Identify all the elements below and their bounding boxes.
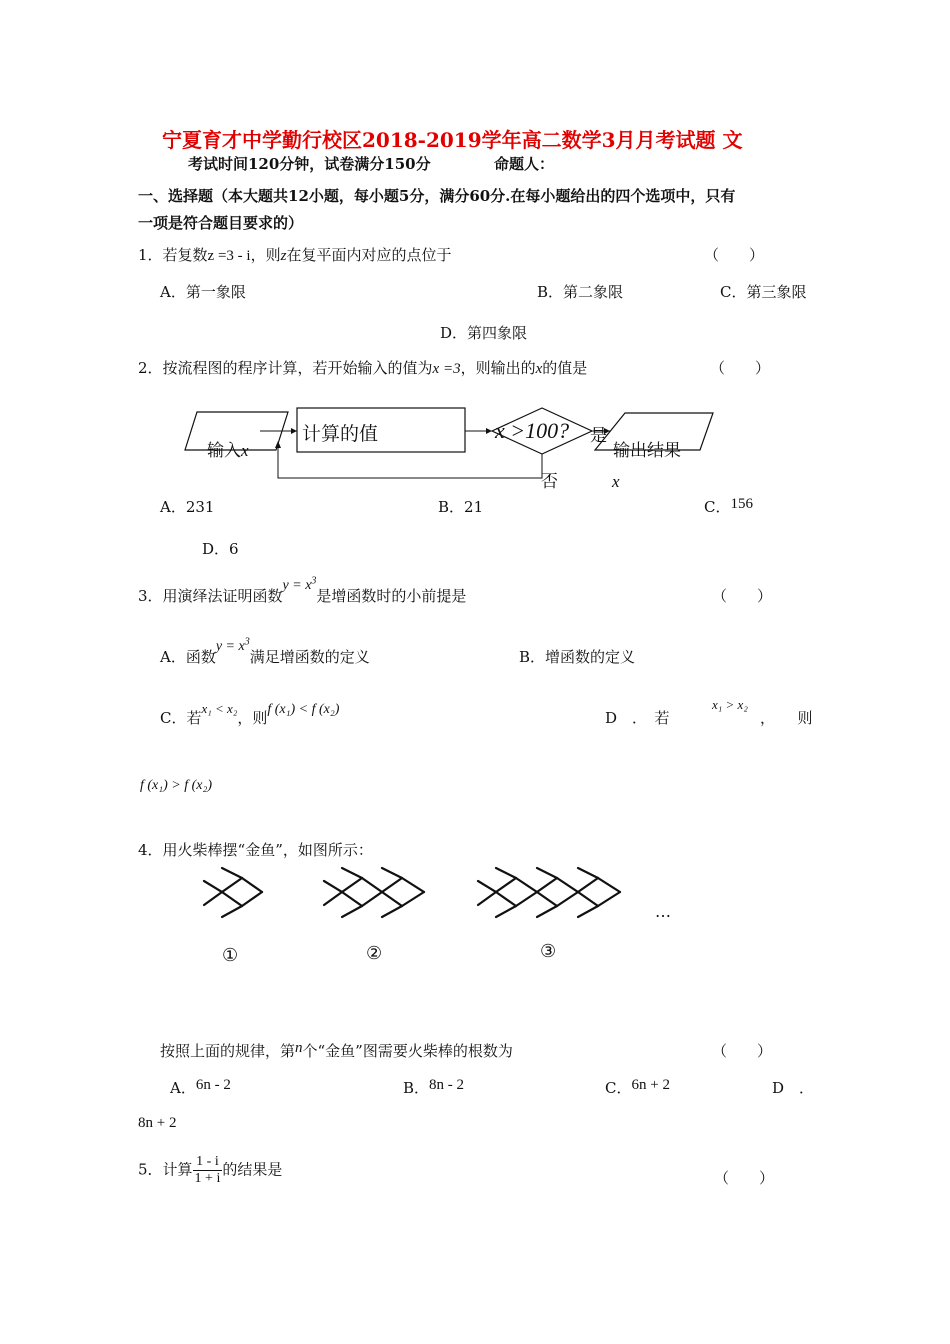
q2-formula: x =3 <box>432 361 461 377</box>
q3-option-d-label: D ． 若 <box>605 709 670 727</box>
flow-yes-label: 是 <box>590 426 607 446</box>
q4-rule <box>160 1040 513 1061</box>
q3-answer-paren: （ ） <box>712 587 773 605</box>
q4-rule-suffix: 个“金鱼”图需要火柴棒的根数为 <box>302 1042 513 1060</box>
q1-option-a: A．第一象限 <box>160 283 246 301</box>
q4-option-b <box>403 1077 464 1098</box>
q3-option-d-result: f (x₁) > f (x₂) <box>140 778 213 793</box>
q3-option-a-prefix: A．函数 <box>160 648 216 666</box>
goldfish-figure-1 <box>204 868 262 917</box>
q1-option-b: B．第二象限 <box>537 283 624 301</box>
q2-option-c-label: C． <box>704 498 731 516</box>
q2-answer-paren: （ ） <box>710 359 771 377</box>
q5-fraction <box>193 1154 223 1187</box>
q3-option-d-cond: x₁ > x₂ <box>712 697 748 712</box>
q3-option-b: B．增函数的定义 <box>519 648 636 666</box>
section-heading-line1: 一、选择题（本大题共12小题，每小题5分，满分60分.在每小题给出的四个选项中，只有 <box>138 187 736 205</box>
flow-condition: x >100? <box>495 418 570 443</box>
q4-option-d-label: D ． <box>772 1079 815 1097</box>
q1-var-z: z <box>280 248 287 264</box>
q4-option-b-value: 8n - 2 <box>429 1077 465 1093</box>
q4-option-d-value: 8n + 2 <box>138 1115 177 1131</box>
q2-var-x: x <box>535 361 543 377</box>
q1-formula: z =3 - i <box>207 248 251 264</box>
q3-suffix: 是增函数时的小前提是 <box>316 587 467 605</box>
q4-option-c <box>605 1077 670 1098</box>
q3-func-exp: 3 <box>311 575 317 587</box>
q4-option-c-label: C． <box>605 1079 632 1097</box>
q5-denominator: 1 + i <box>194 1171 221 1186</box>
question-5 <box>138 1154 282 1187</box>
q4-answer-paren: （ ） <box>712 1042 773 1060</box>
flow-input-text: 输入 <box>207 441 241 461</box>
flow-compute-label: 计算的值 <box>302 423 379 445</box>
q3-prefix: 3．用演绎法证明函数 <box>138 587 283 605</box>
goldfish-ellipsis: … <box>655 902 671 921</box>
goldfish-label-3: ③ <box>540 941 557 962</box>
flow-output-var: x <box>612 472 620 491</box>
q3-option-d-mid: ， 则 <box>760 709 813 727</box>
q1-suffix-b: 在复平面内对应的点位于 <box>286 246 452 264</box>
goldfish-figure-2 <box>324 868 424 917</box>
q4-option-a <box>170 1077 231 1098</box>
q2-option-d: D．6 <box>202 540 239 558</box>
q4-rule-prefix: 按照上面的规律，第 <box>160 1042 296 1060</box>
flow-input-var: x <box>241 441 249 460</box>
goldfish-figure-3 <box>478 868 620 917</box>
q3-option-a-func-exp: 3 <box>244 636 250 648</box>
q2-option-c-value: 156 <box>730 496 753 512</box>
q2-option-a: A．231 <box>160 498 215 516</box>
q3-func-text: y = x <box>282 578 312 593</box>
question-4: 4．用火柴棒摆“金鱼”，如图所示： <box>138 841 373 859</box>
q4-option-b-label: B． <box>403 1079 430 1097</box>
q4-option-a-value: 6n - 2 <box>195 1077 231 1093</box>
q1-option-c: C．第三象限 <box>720 283 807 301</box>
exam-author: 命题人： <box>494 155 555 173</box>
q3-option-a-suffix: 满足增函数的定义 <box>249 648 370 666</box>
q4-var-n: n <box>295 1040 303 1056</box>
q2-mid: ，则输出的 <box>460 359 536 377</box>
q3-option-c-cond: x₁ < x₂ <box>201 701 238 716</box>
q3-option-c-result: f (x₁) < f (x₂) <box>267 702 340 717</box>
flow-no-label: 否 <box>541 472 558 492</box>
q5-suffix: 的结果是 <box>222 1160 283 1179</box>
q2-suffix: 的值是 <box>542 359 588 377</box>
page-title: 宁夏育才中学勤行校区2018-2019学年高二数学3月月考试题 文 <box>162 128 743 152</box>
q1-prefix: 1．若复数 <box>138 246 208 264</box>
goldfish-label-2: ② <box>366 943 383 964</box>
q3-option-a-func-text: y = x <box>215 639 245 654</box>
exam-time-info: 考试时间120分钟，试卷满分150分 <box>188 155 431 173</box>
q5-prefix: 5．计算 <box>138 1160 193 1179</box>
q4-option-c-value: 6n + 2 <box>631 1077 670 1093</box>
q5-answer-paren: （ ） <box>714 1169 775 1187</box>
q1-suffix-a: ，则 <box>250 246 281 264</box>
q1-answer-paren: （ ） <box>704 246 765 264</box>
q3-option-c-mid: ，则 <box>237 709 268 727</box>
flow-output-label: 输出结果 <box>613 441 681 461</box>
q4-option-a-label: A． <box>170 1079 196 1097</box>
q2-option-b: B．21 <box>438 498 484 516</box>
goldfish-label-1: ① <box>222 945 239 966</box>
q1-option-d: D．第四象限 <box>440 324 528 342</box>
section-heading-line2: 一项是符合题目要求的） <box>138 214 304 232</box>
q3-option-c-prefix: C．若 <box>160 709 202 727</box>
q2-prefix: 2．按流程图的程序计算，若开始输入的值为 <box>138 359 433 377</box>
q5-numerator: 1 - i <box>193 1154 223 1171</box>
